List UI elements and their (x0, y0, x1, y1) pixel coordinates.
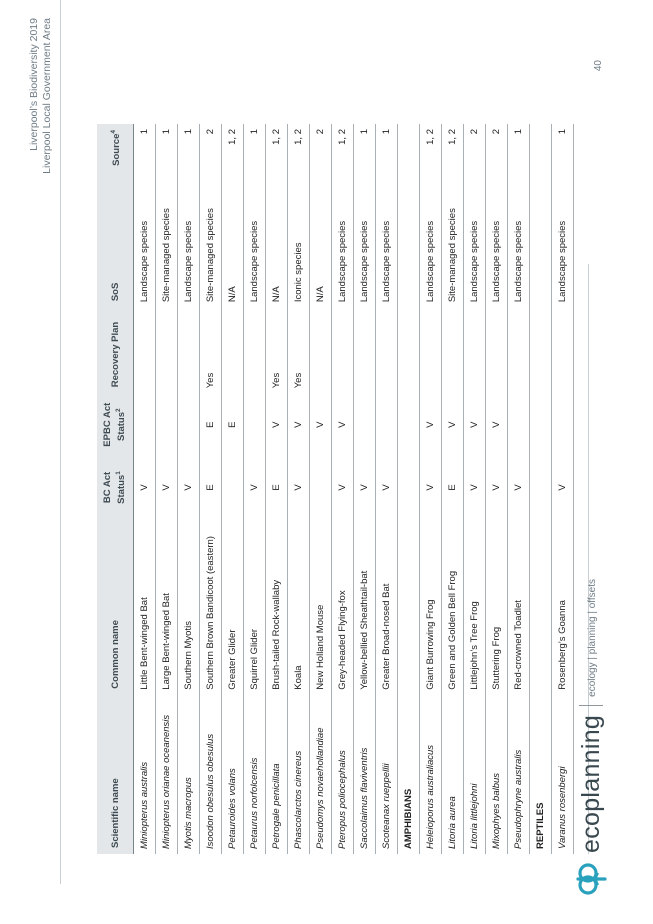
table-row (376, 124, 398, 854)
cell-sos: Site-managed species (442, 188, 464, 307)
cell-sos: Landscape species (376, 188, 398, 307)
cell-source: 1 (552, 124, 574, 188)
cell-bc-act-status: E (442, 456, 464, 519)
cell-scientific-name: Mixophyes balbus (486, 695, 508, 854)
cell-source: 2 (486, 124, 508, 188)
table-row (442, 124, 464, 854)
cell-source: 1, 2 (266, 124, 288, 188)
column-header-common-name: Common name (97, 519, 134, 695)
cell-epbc-act-status (178, 393, 200, 456)
cell-scientific-name: Scoteanax rueppellii (376, 695, 398, 854)
cell-bc-act-status: V (486, 456, 508, 519)
table-row (178, 124, 200, 854)
cell-sos: Site-managed species (200, 188, 222, 307)
cell-source: 1, 2 (222, 124, 244, 188)
cell-recovery-plan (552, 307, 574, 393)
cell-epbc-act-status (552, 393, 574, 456)
table-body (134, 124, 574, 854)
ecoplanning-logo (574, 579, 608, 896)
cell-source: 1, 2 (332, 124, 354, 188)
header-title: Liverpool’s Biodiversity 2019 (28, 18, 40, 151)
cell-bc-act-status (222, 456, 244, 519)
cell-sos: N/A (222, 188, 244, 307)
cell-scientific-name: Petrogale penicillata (266, 695, 288, 854)
cell-sos: Landscape species (178, 188, 200, 307)
threatened-species-table (97, 124, 574, 854)
table-row (310, 124, 332, 854)
cell-recovery-plan (310, 307, 332, 393)
cell-common-name: Southern Myotis (178, 519, 200, 695)
cell-bc-act-status: V (288, 456, 310, 519)
cell-common-name: Giant Burrowing Frog (420, 519, 442, 695)
cell-scientific-name: Heleioporus australiacus (420, 695, 442, 854)
brand-tagline: ecology | planning | offsets (587, 578, 598, 697)
cell-common-name: Squirrel Glider (244, 519, 266, 695)
cell-sos: N/A (310, 188, 332, 307)
cell-common-name: Large Bent-winged Bat (156, 519, 178, 695)
cell-sos: Landscape species (420, 188, 442, 307)
cell-common-name: New Holland Mouse (310, 519, 332, 695)
cell-recovery-plan (222, 307, 244, 393)
cell-common-name: Brush-tailed Rock-wallaby (266, 519, 288, 695)
cell-recovery-plan (178, 307, 200, 393)
cell-bc-act-status (310, 456, 332, 519)
table-row (508, 124, 530, 854)
table-row (156, 124, 178, 854)
cell-epbc-act-status (244, 393, 266, 456)
cell-source: 1, 2 (288, 124, 310, 188)
page-number: 40 (593, 60, 604, 72)
cell-sos: Landscape species (354, 188, 376, 307)
page-header (28, 18, 54, 174)
cell-sos: N/A (266, 188, 288, 307)
cell-sos: Landscape species (244, 188, 266, 307)
cell-bc-act-status: V (332, 456, 354, 519)
cell-recovery-plan (464, 307, 486, 393)
cell-source: 2 (464, 124, 486, 188)
cell-source: 1 (134, 124, 156, 188)
table-row (420, 124, 442, 854)
table-row (464, 124, 486, 854)
cell-common-name: Koala (288, 519, 310, 695)
table-row (354, 124, 376, 854)
cell-epbc-act-status: V (266, 393, 288, 456)
cell-epbc-act-status: V (486, 393, 508, 456)
cell-sos: Landscape species (464, 188, 486, 307)
cell-scientific-name: Pteropus poliocephalus (332, 695, 354, 854)
cell-epbc-act-status (508, 393, 530, 456)
cell-sos: Landscape species (134, 188, 156, 307)
cell-recovery-plan (244, 307, 266, 393)
cell-scientific-name: Petauroides volans (222, 695, 244, 854)
cell-scientific-name: Varanus rosenbergi (552, 695, 574, 854)
cell-common-name: Stuttering Frog (486, 519, 508, 695)
cell-common-name: Littlejohn’s Tree Frog (464, 519, 486, 695)
cell-common-name: Grey-headed Flying-fox (332, 519, 354, 695)
cell-recovery-plan (376, 307, 398, 393)
cell-common-name: Greater Broad-nosed Bat (376, 519, 398, 695)
cell-epbc-act-status (354, 393, 376, 456)
cell-sos: Landscape species (552, 188, 574, 307)
cell-source: 1 (156, 124, 178, 188)
cell-epbc-act-status (134, 393, 156, 456)
cell-source: 2 (310, 124, 332, 188)
brand-name: ecoplanning (576, 714, 605, 853)
cell-recovery-plan (486, 307, 508, 393)
cell-sos: Landscape species (486, 188, 508, 307)
cell-bc-act-status: V (552, 456, 574, 519)
cell-recovery-plan (332, 307, 354, 393)
cell-scientific-name: Pseudomys novaehollandiae (310, 695, 332, 854)
cell-scientific-name: Litoria littlejohni (464, 695, 486, 854)
cell-recovery-plan (354, 307, 376, 393)
cell-recovery-plan: Yes (266, 307, 288, 393)
table-row (266, 124, 288, 854)
cell-source: 2 (200, 124, 222, 188)
cell-epbc-act-status: V (464, 393, 486, 456)
table-row (288, 124, 310, 854)
cell-recovery-plan: Yes (200, 307, 222, 393)
cell-source: 1 (376, 124, 398, 188)
cell-source: 1 (354, 124, 376, 188)
cell-bc-act-status: V (376, 456, 398, 519)
group-heading: REPTILES (530, 124, 552, 854)
table-row (222, 124, 244, 854)
column-header-source: Source$^4$ (97, 124, 134, 188)
column-header-epbc-act-status: EPBC Act Status$^2$ (97, 393, 134, 456)
cell-epbc-act-status: E (222, 393, 244, 456)
cell-bc-act-status: V (464, 456, 486, 519)
table-row (332, 124, 354, 854)
cell-epbc-act-status: V (332, 393, 354, 456)
cell-common-name: Southern Brown Bandicoot (eastern) (200, 519, 222, 695)
cell-epbc-act-status: V (442, 393, 464, 456)
cell-epbc-act-status (376, 393, 398, 456)
cell-common-name: Little Bent-winged Bat (134, 519, 156, 695)
cell-source: 1, 2 (442, 124, 464, 188)
ecoplanning-leaf-mark-icon (574, 862, 608, 896)
cell-sos: Landscape species (508, 188, 530, 307)
cell-common-name: Greater Glider (222, 519, 244, 695)
cell-epbc-act-status: V (420, 393, 442, 456)
cell-source: 1 (178, 124, 200, 188)
cell-bc-act-status: E (200, 456, 222, 519)
cell-recovery-plan (442, 307, 464, 393)
cell-sos: Iconic species (288, 188, 310, 307)
header-subtitle: Liverpool Local Government Area (41, 18, 53, 174)
cell-epbc-act-status: E (200, 393, 222, 456)
cell-scientific-name: Phascolarctos cinereus (288, 695, 310, 854)
cell-common-name: Green and Golden Bell Frog (442, 519, 464, 695)
table-row (200, 124, 222, 854)
column-header-recovery-plan: Recovery Plan (97, 307, 134, 393)
group-heading: AMPHIBIANS (398, 124, 420, 854)
cell-source: 1 (244, 124, 266, 188)
cell-bc-act-status: V (508, 456, 530, 519)
cell-epbc-act-status: V (310, 393, 332, 456)
cell-bc-act-status: V (244, 456, 266, 519)
table-row (244, 124, 266, 854)
cell-common-name: Yellow-bellied Sheathtail-bat (354, 519, 376, 695)
table-row (486, 124, 508, 854)
table-row (552, 124, 574, 854)
cell-recovery-plan (156, 307, 178, 393)
table-header-row (97, 124, 134, 854)
cell-epbc-act-status (156, 393, 178, 456)
cell-epbc-act-status: V (288, 393, 310, 456)
cell-bc-act-status: V (134, 456, 156, 519)
cell-source: 1, 2 (420, 124, 442, 188)
column-header-sos: SoS (97, 188, 134, 307)
cell-common-name: Red-crowned Toadlet (508, 519, 530, 695)
cell-scientific-name: Miniopterus orianae oceanensis (156, 695, 178, 854)
cell-common-name: Rosenberg’s Goanna (552, 519, 574, 695)
table-row (134, 124, 156, 854)
cell-bc-act-status: V (354, 456, 376, 519)
cell-scientific-name: Saccolaimus flaviventris (354, 695, 376, 854)
cell-sos: Site-managed species (156, 188, 178, 307)
cell-sos: Landscape species (332, 188, 354, 307)
cell-recovery-plan: Yes (288, 307, 310, 393)
cell-bc-act-status: V (156, 456, 178, 519)
cell-bc-act-status: V (420, 456, 442, 519)
cell-scientific-name: Petaurus norfolcensis (244, 695, 266, 854)
column-header-scientific-name: Scientific name (97, 695, 134, 854)
header-divider (60, 0, 61, 884)
cell-recovery-plan (134, 307, 156, 393)
cell-bc-act-status: V (178, 456, 200, 519)
cell-scientific-name: Litoria aurea (442, 695, 464, 854)
cell-recovery-plan (420, 307, 442, 393)
cell-recovery-plan (508, 307, 530, 393)
cell-source: 1 (508, 124, 530, 188)
cell-scientific-name: Myotis macropus (178, 695, 200, 854)
table-group-row (530, 124, 552, 854)
column-header-bc-act-status: BC Act Status$^1$ (97, 456, 134, 519)
cell-bc-act-status: E (266, 456, 288, 519)
cell-scientific-name: Pseudophryne australis (508, 695, 530, 854)
brand-divider (579, 705, 603, 706)
table-group-row (398, 124, 420, 854)
cell-scientific-name: Isoodon obesulus obesulus (200, 695, 222, 854)
cell-scientific-name: Miniopterus australis (134, 695, 156, 854)
